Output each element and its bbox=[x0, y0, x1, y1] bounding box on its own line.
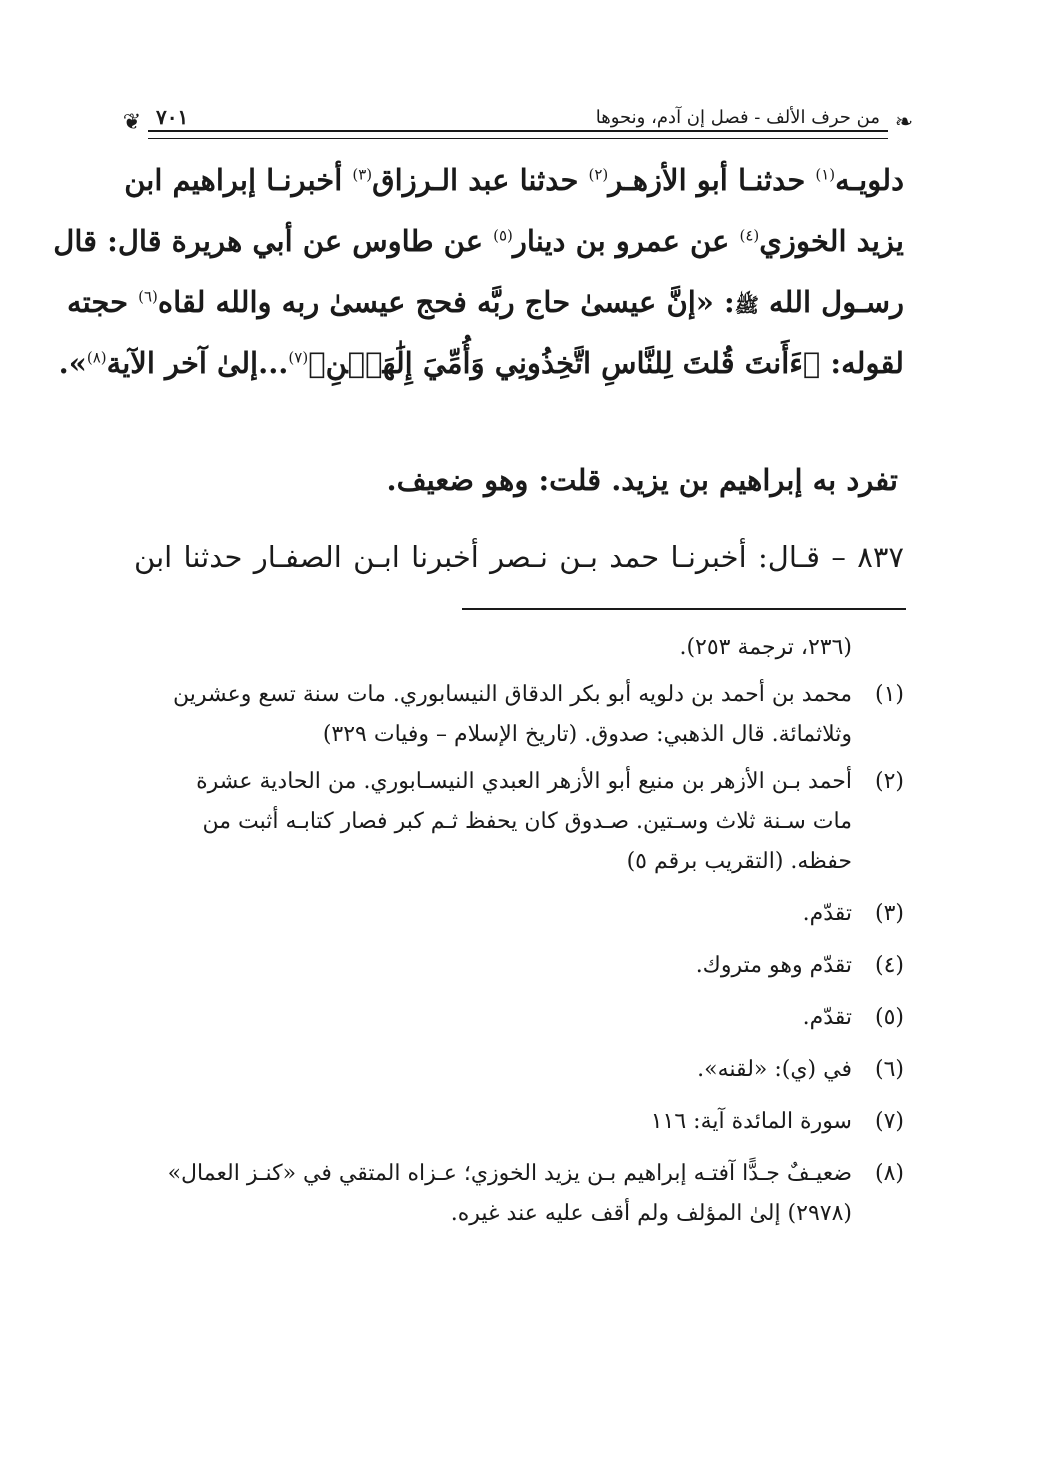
text-segment: حدثنـا أبو الأزهـر bbox=[608, 163, 816, 197]
footnote-1 bbox=[134, 675, 904, 715]
footnote-number: (٧) bbox=[874, 1109, 904, 1134]
text-segment: حجته bbox=[67, 285, 139, 319]
next-hadith-line: ٨٣٧ – قـال: أخبرنـا حمد بـن نـصر أخبرنا ابـن الصفـار حدثنا ابن bbox=[134, 540, 904, 574]
text-segment: يزيد الخوزي bbox=[759, 224, 904, 258]
text-segment: دلويـه bbox=[835, 163, 904, 197]
footnote-ref[interactable]: (٧) bbox=[288, 348, 309, 367]
text-segment: رسـول الله bbox=[758, 285, 904, 319]
main-line-2 bbox=[53, 211, 904, 272]
footnote-2 bbox=[134, 762, 904, 802]
running-title: من حرف الألف - فصل إن آدم، ونحوها bbox=[588, 106, 888, 130]
footnote-ref[interactable]: (٤) bbox=[739, 226, 760, 245]
header-rule bbox=[148, 130, 888, 139]
footnote-4 bbox=[134, 946, 904, 986]
honorific-icon: ﷺ bbox=[734, 293, 759, 317]
footnote-number: (٢) bbox=[874, 769, 904, 794]
footnote-7 bbox=[134, 1102, 904, 1142]
footnote-number: (٨) bbox=[874, 1161, 904, 1186]
footnote-separator bbox=[462, 608, 906, 610]
footnote-text: (٢٩٧٨) إلىٰ المؤلف ولم أقف عليه عند غيره. bbox=[450, 1201, 852, 1226]
footnote-text: تقدّم وهو متروك. bbox=[695, 953, 852, 978]
footnote-carryover bbox=[134, 628, 904, 668]
footnote-ref[interactable]: (١) bbox=[815, 165, 836, 184]
footnote-text: تقدّم. bbox=[802, 1005, 852, 1030]
footnote-ref[interactable]: (٣) bbox=[352, 165, 373, 184]
footnote-text: محمد بن أحمد بن دلويه أبو بكر الدقاق النيسابوري. مات سنة تسع وعشرين bbox=[173, 682, 852, 707]
text-segment: أخبرنـا إبراهيم ابن bbox=[124, 163, 353, 197]
footnotes bbox=[134, 628, 904, 1234]
footnote-number: (٣) bbox=[874, 901, 904, 926]
hadith-quote: : «إنَّ عيسىٰ حاج ربَّه فحج عيسىٰ ربه والله لقاه bbox=[157, 285, 735, 319]
footnote-number: (١) bbox=[874, 682, 904, 707]
footnote-text: حفظه. (التقريب برقم ٥) bbox=[626, 849, 852, 874]
quran-verse: ﴿ءَأَنتَ قُلتَ لِلنَّاسِ اتَّخِذُونِي وَأُمِّيَ إِلَٰهَيۡنِ﴾ bbox=[308, 346, 821, 380]
footnote-text: سورة المائدة آية: ١١٦ bbox=[650, 1109, 852, 1134]
footnote-ref[interactable]: (٨) bbox=[86, 348, 107, 367]
footnote-text: ضعيـفٌ جـدًّا آفتـه إبراهيم بـن يزيد الخوزي؛ عـزاه المتقي في «كنـز العمال» bbox=[167, 1161, 852, 1186]
page-header bbox=[118, 104, 918, 142]
text-segment: لقوله: bbox=[820, 346, 904, 380]
page-number: ٧٠١ bbox=[148, 104, 196, 130]
text-segment: ». bbox=[58, 346, 87, 380]
footnote-number: (٤) bbox=[874, 953, 904, 978]
footnote-text: أحمد بـن الأزهر بن منيع أبو الأزهر العبدي النيسـابوري. من الحادية عشرة bbox=[196, 769, 852, 794]
main-text bbox=[53, 150, 904, 394]
footnote-text: (٢٣٦، ترجمة ٢٥٣). bbox=[679, 635, 852, 660]
footnote-5 bbox=[134, 998, 904, 1038]
main-line-3 bbox=[67, 272, 904, 333]
footnote-ref[interactable]: (٦) bbox=[138, 287, 158, 306]
footnote-3 bbox=[134, 894, 904, 934]
text-segment: حدثنا عبد الـرزاق bbox=[372, 163, 589, 197]
footnote-text: وثلاثمائة. قال الذهبي: صدوق. (تاريخ الإسلام – وفيات ٣٢٩) bbox=[322, 722, 852, 747]
main-line-4 bbox=[58, 333, 904, 394]
footnote-ref[interactable]: (٢) bbox=[588, 165, 609, 184]
left-ornament-icon: ❦ bbox=[122, 110, 142, 135]
footnote-ref[interactable]: (٥) bbox=[493, 226, 513, 245]
footnote-text: مات سـنة ثلاث وسـتين. صـدوق كان يحفظ ثـم كبر فصار كتابـه أثبت من bbox=[202, 809, 852, 834]
footnote-8 bbox=[134, 1154, 904, 1194]
footnote-text: تقدّم. bbox=[802, 901, 852, 926]
footnote-6 bbox=[134, 1050, 904, 1090]
text-segment: ...إلىٰ آخر الآية bbox=[106, 346, 289, 380]
right-ornament-icon: ❧ bbox=[894, 110, 914, 135]
footnote-text: في (ي): «لقنه». bbox=[697, 1057, 852, 1082]
text-segment: عن طاوس عن أبي هريرة قال: قال bbox=[53, 224, 494, 258]
text-segment: عن عمرو بن دينار bbox=[512, 224, 740, 258]
author-comment: تفرد به إبراهيم بن يزيد. قلت: وهو ضعيف. bbox=[386, 463, 898, 497]
main-line-1 bbox=[124, 150, 904, 211]
footnote-number: (٥) bbox=[874, 1005, 904, 1030]
footnote-number: (٦) bbox=[874, 1057, 904, 1082]
